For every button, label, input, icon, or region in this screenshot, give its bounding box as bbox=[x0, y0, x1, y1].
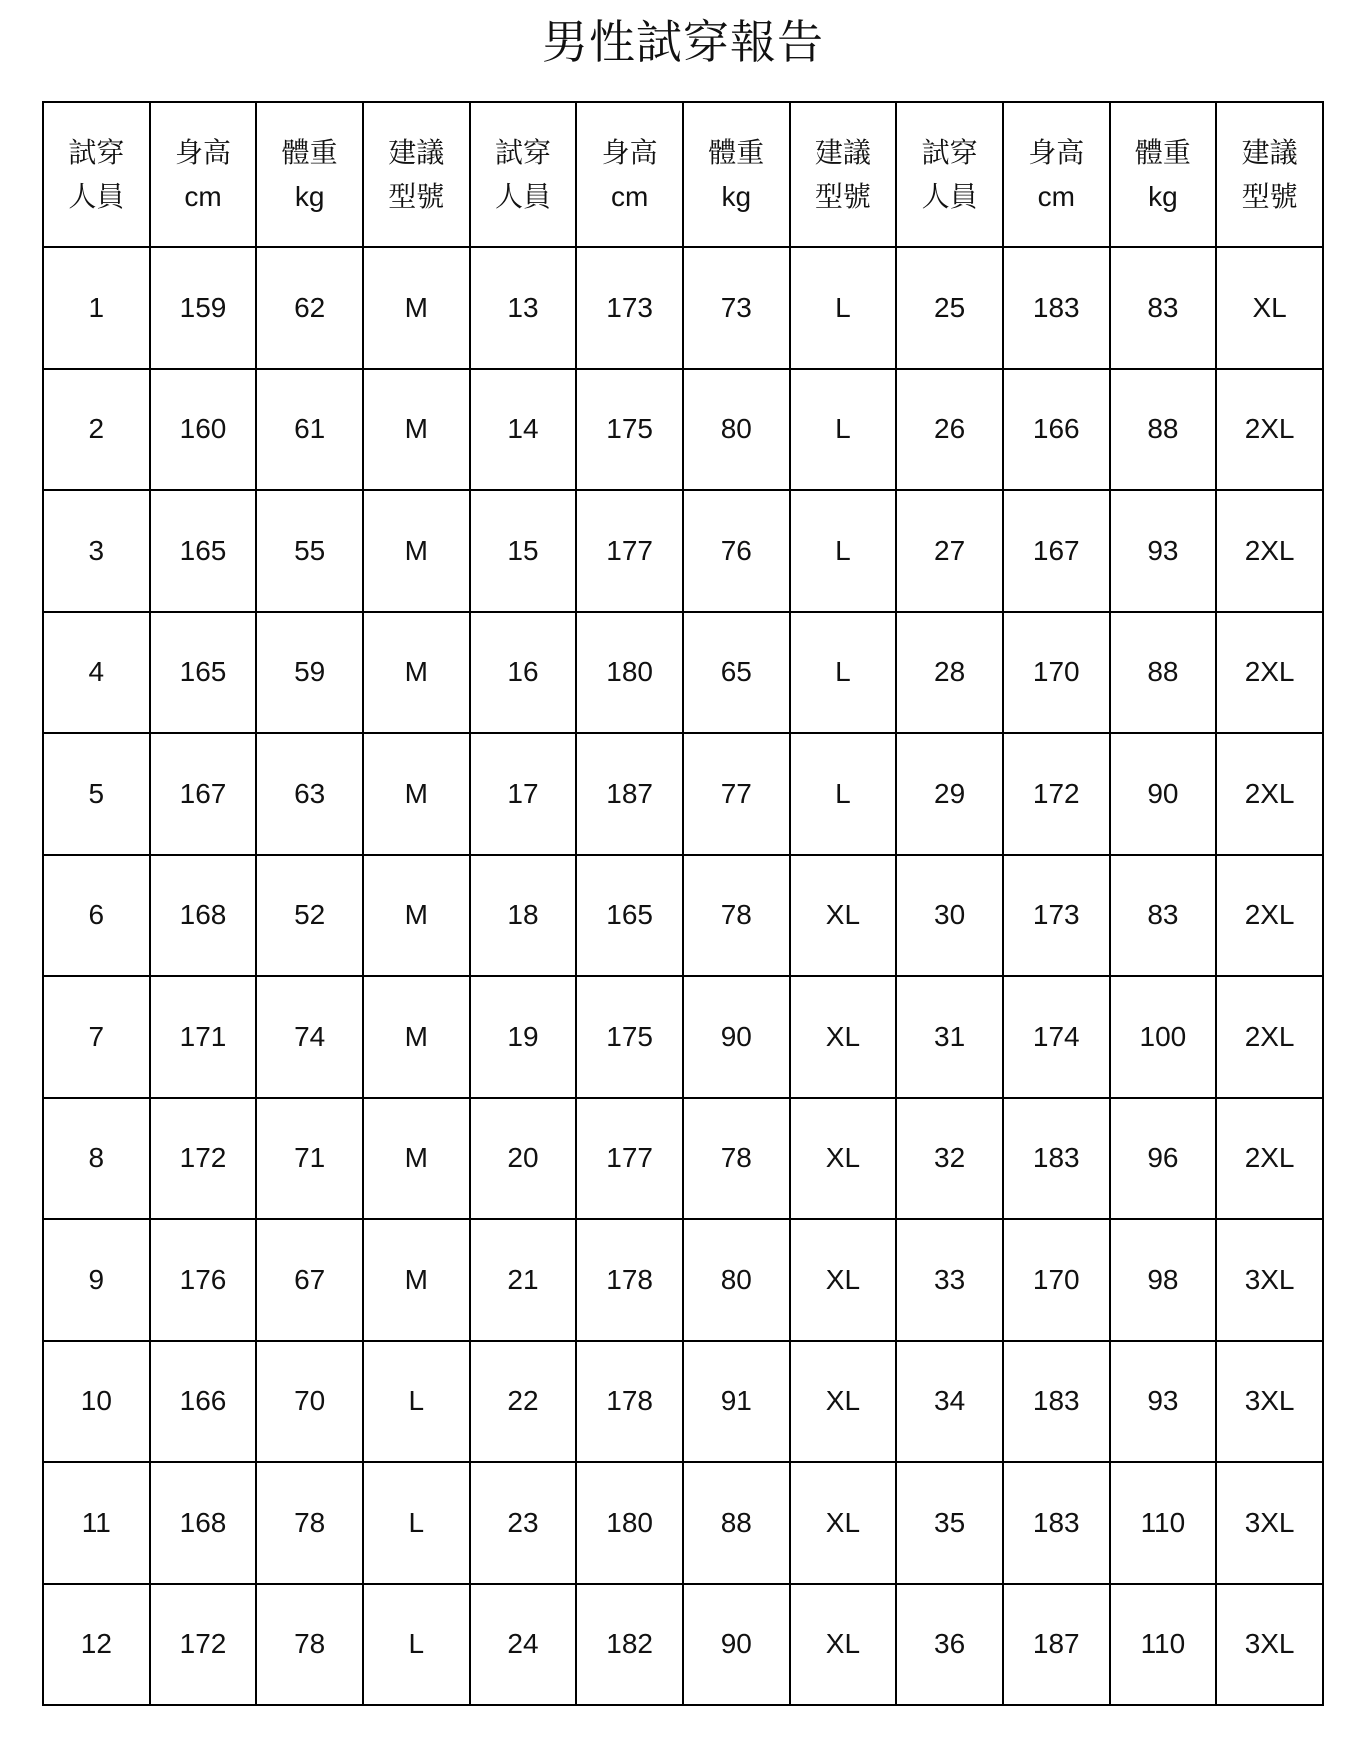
column-header bbox=[896, 102, 1003, 247]
table-cell: 160 bbox=[150, 369, 257, 491]
table-cell: 28 bbox=[896, 612, 1003, 734]
table-cell: 180 bbox=[576, 1462, 683, 1584]
column-header-line2: cm bbox=[1037, 180, 1075, 212]
table-cell: 10 bbox=[43, 1341, 150, 1463]
column-header-line2: 型號 bbox=[388, 180, 445, 212]
table-cell: 29 bbox=[896, 733, 1003, 855]
table-cell: 165 bbox=[576, 855, 683, 977]
table-cell: 13 bbox=[470, 247, 577, 369]
table-cell: 100 bbox=[1110, 976, 1217, 1098]
header-row bbox=[43, 102, 1323, 247]
table-cell: 175 bbox=[576, 976, 683, 1098]
table-cell: 25 bbox=[896, 247, 1003, 369]
table-cell: 76 bbox=[683, 490, 790, 612]
table-cell: 7 bbox=[43, 976, 150, 1098]
table-cell: XL bbox=[790, 1341, 897, 1463]
table-cell: 34 bbox=[896, 1341, 1003, 1463]
table-cell: L bbox=[363, 1341, 470, 1463]
table-row bbox=[43, 369, 1323, 491]
table-cell: 17 bbox=[470, 733, 577, 855]
column-header-line2: 型號 bbox=[814, 180, 871, 212]
table-cell: M bbox=[363, 855, 470, 977]
table-cell: 11 bbox=[43, 1462, 150, 1584]
column-header-line2: cm bbox=[184, 180, 222, 212]
table-cell: XL bbox=[790, 1584, 897, 1706]
table-cell: 183 bbox=[1003, 1462, 1110, 1584]
table-cell: 183 bbox=[1003, 1341, 1110, 1463]
table-cell: 166 bbox=[150, 1341, 257, 1463]
table-cell: M bbox=[363, 490, 470, 612]
table-cell: 78 bbox=[683, 855, 790, 977]
table-row bbox=[43, 1341, 1323, 1463]
column-header bbox=[363, 102, 470, 247]
table-cell: 167 bbox=[1003, 490, 1110, 612]
table-cell: 21 bbox=[470, 1219, 577, 1341]
column-header bbox=[470, 102, 577, 247]
table-cell: L bbox=[363, 1584, 470, 1706]
column-header-line1: 建議 bbox=[388, 137, 445, 169]
table-cell: XL bbox=[790, 1462, 897, 1584]
table-row bbox=[43, 733, 1323, 855]
table-cell: 177 bbox=[576, 1098, 683, 1220]
table-cell: 59 bbox=[256, 612, 363, 734]
table-cell: M bbox=[363, 369, 470, 491]
table-cell: 8 bbox=[43, 1098, 150, 1220]
table-cell: 12 bbox=[43, 1584, 150, 1706]
table-cell: 32 bbox=[896, 1098, 1003, 1220]
table-cell: 5 bbox=[43, 733, 150, 855]
table-row bbox=[43, 490, 1323, 612]
table-cell: 61 bbox=[256, 369, 363, 491]
table-cell: XL bbox=[790, 1098, 897, 1220]
table-cell: 18 bbox=[470, 855, 577, 977]
table-cell: 2XL bbox=[1216, 976, 1323, 1098]
table-cell: L bbox=[790, 612, 897, 734]
page-title: 男性試穿報告 bbox=[542, 16, 824, 68]
table-cell: XL bbox=[1216, 247, 1323, 369]
table-cell: 178 bbox=[576, 1219, 683, 1341]
table-cell: 159 bbox=[150, 247, 257, 369]
table-cell: 80 bbox=[683, 369, 790, 491]
table-cell: 168 bbox=[150, 1462, 257, 1584]
table-cell: 27 bbox=[896, 490, 1003, 612]
table-cell: 24 bbox=[470, 1584, 577, 1706]
table-cell: 110 bbox=[1110, 1584, 1217, 1706]
table-cell: 3XL bbox=[1216, 1341, 1323, 1463]
column-header-line1: 體重 bbox=[1134, 137, 1191, 169]
table-cell: 172 bbox=[150, 1098, 257, 1220]
column-header bbox=[683, 102, 790, 247]
table-cell: 3XL bbox=[1216, 1219, 1323, 1341]
table-cell: 180 bbox=[576, 612, 683, 734]
table-cell: 2XL bbox=[1216, 855, 1323, 977]
table-cell: 2 bbox=[43, 369, 150, 491]
table-cell: 178 bbox=[576, 1341, 683, 1463]
table-cell: 78 bbox=[256, 1584, 363, 1706]
table-cell: 52 bbox=[256, 855, 363, 977]
table-cell: 176 bbox=[150, 1219, 257, 1341]
table-cell: 70 bbox=[256, 1341, 363, 1463]
table-cell: 167 bbox=[150, 733, 257, 855]
table-cell: L bbox=[790, 733, 897, 855]
table-cell: 183 bbox=[1003, 1098, 1110, 1220]
table-cell: 2XL bbox=[1216, 490, 1323, 612]
table-cell: 15 bbox=[470, 490, 577, 612]
table-cell: 9 bbox=[43, 1219, 150, 1341]
table-cell: 171 bbox=[150, 976, 257, 1098]
table-row bbox=[43, 612, 1323, 734]
table-cell: 91 bbox=[683, 1341, 790, 1463]
table-cell: 2XL bbox=[1216, 1098, 1323, 1220]
column-header-line1: 體重 bbox=[281, 137, 338, 169]
table-cell: M bbox=[363, 976, 470, 1098]
table-cell: 20 bbox=[470, 1098, 577, 1220]
column-header bbox=[1216, 102, 1323, 247]
table-cell: 88 bbox=[1110, 612, 1217, 734]
table-cell: 172 bbox=[1003, 733, 1110, 855]
table-cell: 22 bbox=[470, 1341, 577, 1463]
table-cell: 65 bbox=[683, 612, 790, 734]
column-header bbox=[1110, 102, 1217, 247]
table-cell: 2XL bbox=[1216, 733, 1323, 855]
table-cell: 98 bbox=[1110, 1219, 1217, 1341]
table-cell: 63 bbox=[256, 733, 363, 855]
table-cell: 182 bbox=[576, 1584, 683, 1706]
column-header-line1: 試穿 bbox=[494, 137, 551, 169]
table-row bbox=[43, 1219, 1323, 1341]
table-cell: 35 bbox=[896, 1462, 1003, 1584]
table-cell: L bbox=[363, 1462, 470, 1584]
table-cell: 71 bbox=[256, 1098, 363, 1220]
column-header-line2: 人員 bbox=[68, 180, 125, 212]
column-header-line2: kg bbox=[1148, 180, 1178, 212]
column-header-line1: 身高 bbox=[1028, 137, 1085, 169]
table-cell: 78 bbox=[256, 1462, 363, 1584]
table-cell: 62 bbox=[256, 247, 363, 369]
table-cell: M bbox=[363, 1098, 470, 1220]
table-cell: 77 bbox=[683, 733, 790, 855]
table-cell: 3XL bbox=[1216, 1584, 1323, 1706]
table-cell: 88 bbox=[1110, 369, 1217, 491]
table-cell: 3XL bbox=[1216, 1462, 1323, 1584]
table-cell: 174 bbox=[1003, 976, 1110, 1098]
table-row bbox=[43, 855, 1323, 977]
table-cell: 90 bbox=[683, 976, 790, 1098]
table-cell: 36 bbox=[896, 1584, 1003, 1706]
column-header-line2: 型號 bbox=[1241, 180, 1298, 212]
column-header-line1: 身高 bbox=[174, 137, 231, 169]
column-header-line1: 建議 bbox=[814, 137, 871, 169]
column-header bbox=[150, 102, 257, 247]
table-cell: 6 bbox=[43, 855, 150, 977]
table-cell: 93 bbox=[1110, 1341, 1217, 1463]
column-header bbox=[576, 102, 683, 247]
table-cell: 19 bbox=[470, 976, 577, 1098]
column-header-line1: 體重 bbox=[708, 137, 765, 169]
table-cell: 187 bbox=[576, 733, 683, 855]
table-cell: 83 bbox=[1110, 855, 1217, 977]
column-header-line2: kg bbox=[721, 180, 752, 212]
table-row bbox=[43, 1098, 1323, 1220]
table-cell: 166 bbox=[1003, 369, 1110, 491]
table-cell: M bbox=[363, 612, 470, 734]
table-cell: 168 bbox=[150, 855, 257, 977]
table-cell: 177 bbox=[576, 490, 683, 612]
table-cell: 4 bbox=[43, 612, 150, 734]
table-cell: 73 bbox=[683, 247, 790, 369]
table-cell: 170 bbox=[1003, 1219, 1110, 1341]
column-header-line1: 身高 bbox=[601, 137, 658, 169]
table-cell: 170 bbox=[1003, 612, 1110, 734]
table-cell: 96 bbox=[1110, 1098, 1217, 1220]
table-cell: 187 bbox=[1003, 1584, 1110, 1706]
table-cell: 78 bbox=[683, 1098, 790, 1220]
column-header-line1: 試穿 bbox=[68, 137, 125, 169]
table-cell: 80 bbox=[683, 1219, 790, 1341]
table-cell: 173 bbox=[576, 247, 683, 369]
table-cell: 172 bbox=[150, 1584, 257, 1706]
table-cell: 183 bbox=[1003, 247, 1110, 369]
column-header-line1: 試穿 bbox=[921, 137, 978, 169]
table-cell: XL bbox=[790, 1219, 897, 1341]
table-cell: 74 bbox=[256, 976, 363, 1098]
table-cell: 165 bbox=[150, 612, 257, 734]
column-header bbox=[43, 102, 150, 247]
column-header-line1: 建議 bbox=[1241, 137, 1298, 169]
column-header-line2: 人員 bbox=[494, 180, 551, 212]
table-cell: XL bbox=[790, 976, 897, 1098]
table-header bbox=[43, 102, 1323, 247]
table-cell: L bbox=[790, 490, 897, 612]
table-cell: 31 bbox=[896, 976, 1003, 1098]
column-header-line2: 人員 bbox=[921, 180, 978, 212]
table-cell: 110 bbox=[1110, 1462, 1217, 1584]
table-cell: L bbox=[790, 247, 897, 369]
table-row bbox=[43, 976, 1323, 1098]
table-cell: 175 bbox=[576, 369, 683, 491]
table-row bbox=[43, 1462, 1323, 1584]
table-cell: 33 bbox=[896, 1219, 1003, 1341]
table-cell: 3 bbox=[43, 490, 150, 612]
table-cell: 93 bbox=[1110, 490, 1217, 612]
table-cell: 88 bbox=[683, 1462, 790, 1584]
table-cell: L bbox=[790, 369, 897, 491]
table-cell: 173 bbox=[1003, 855, 1110, 977]
column-header bbox=[256, 102, 363, 247]
table-cell: 30 bbox=[896, 855, 1003, 977]
table-cell: 90 bbox=[1110, 733, 1217, 855]
table-cell: 23 bbox=[470, 1462, 577, 1584]
table-cell: 26 bbox=[896, 369, 1003, 491]
table-cell: 14 bbox=[470, 369, 577, 491]
table-body bbox=[43, 247, 1323, 1705]
column-header-line2: cm bbox=[610, 180, 649, 212]
fitting-report-table bbox=[42, 101, 1324, 1706]
table-cell: 90 bbox=[683, 1584, 790, 1706]
table-cell: 2XL bbox=[1216, 369, 1323, 491]
column-header-line2: kg bbox=[294, 180, 325, 212]
column-header bbox=[790, 102, 897, 247]
table-row bbox=[43, 247, 1323, 369]
table-cell: 67 bbox=[256, 1219, 363, 1341]
table-cell: 165 bbox=[150, 490, 257, 612]
table-cell: M bbox=[363, 733, 470, 855]
table-row bbox=[43, 1584, 1323, 1706]
table-cell: XL bbox=[790, 855, 897, 977]
table-cell: 55 bbox=[256, 490, 363, 612]
table-cell: 1 bbox=[43, 247, 150, 369]
table-cell: 16 bbox=[470, 612, 577, 734]
table-cell: M bbox=[363, 1219, 470, 1341]
table-cell: 83 bbox=[1110, 247, 1217, 369]
table-cell: M bbox=[363, 247, 470, 369]
column-header bbox=[1003, 102, 1110, 247]
table-cell: 2XL bbox=[1216, 612, 1323, 734]
